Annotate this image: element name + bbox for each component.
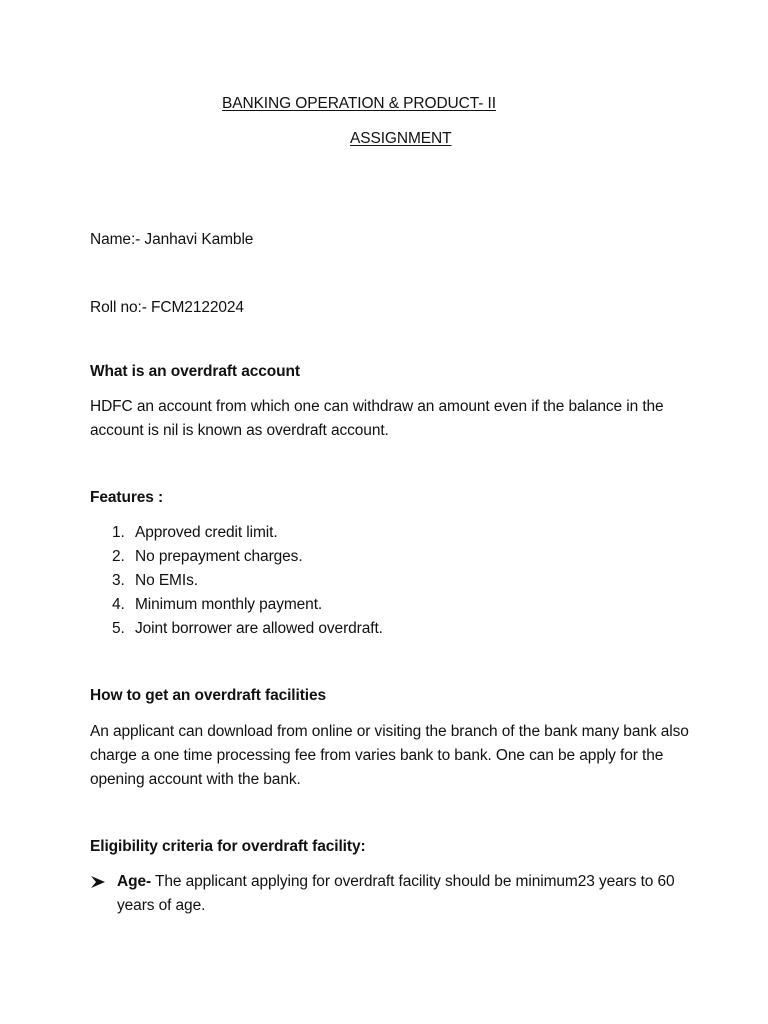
document-title: BANKING OPERATION & PRODUCT- II	[222, 95, 496, 112]
list-item	[90, 617, 383, 641]
eligibility-bullet-text	[117, 870, 687, 918]
list-item	[90, 521, 383, 545]
list-item	[90, 545, 383, 569]
list-item-text: Minimum monthly payment.	[135, 596, 323, 613]
howto-body: An applicant can download from online or visiting the branch of the bank many bank also charge a one time processing fee from varies bank to bank. One can be apply for the opening account with the bank.	[90, 723, 689, 788]
features-heading: Features :	[90, 489, 164, 506]
arrowhead-bullet-icon	[90, 875, 106, 889]
roll-number: Roll no:- FCM2122024	[90, 299, 244, 316]
list-item-text: Approved credit limit.	[135, 524, 278, 541]
student-name: Name:- Janhavi Kamble	[90, 231, 254, 248]
list-item-number: 4.	[112, 596, 125, 613]
list-item-number: 3.	[112, 572, 125, 589]
eligibility-bullet-body: The applicant applying for overdraft facility should be minimum23 years to 60 years of age.	[117, 873, 675, 914]
document-subtitle: ASSIGNMENT	[350, 130, 452, 147]
list-item-text: No prepayment charges.	[135, 548, 303, 565]
list-item	[90, 569, 383, 593]
overdraft-heading: What is an overdraft account	[90, 363, 300, 380]
howto-heading: How to get an overdraft facilities	[90, 687, 327, 704]
list-item-number: 5.	[112, 620, 125, 637]
list-item	[90, 593, 383, 617]
list-item-number: 1.	[112, 524, 125, 541]
list-item-text: No EMIs.	[135, 572, 198, 589]
list-item-text: Joint borrower are allowed overdraft.	[135, 620, 383, 637]
list-item-number: 2.	[112, 548, 125, 565]
eligibility-heading: Eligibility criteria for overdraft facility:	[90, 838, 366, 855]
features-list	[90, 521, 383, 641]
overdraft-definition: HDFC an account from which one can withdraw an amount even if the balance in the account is nil is known as overdraft account.	[90, 398, 664, 439]
eligibility-bullet-label: Age-	[117, 873, 152, 890]
